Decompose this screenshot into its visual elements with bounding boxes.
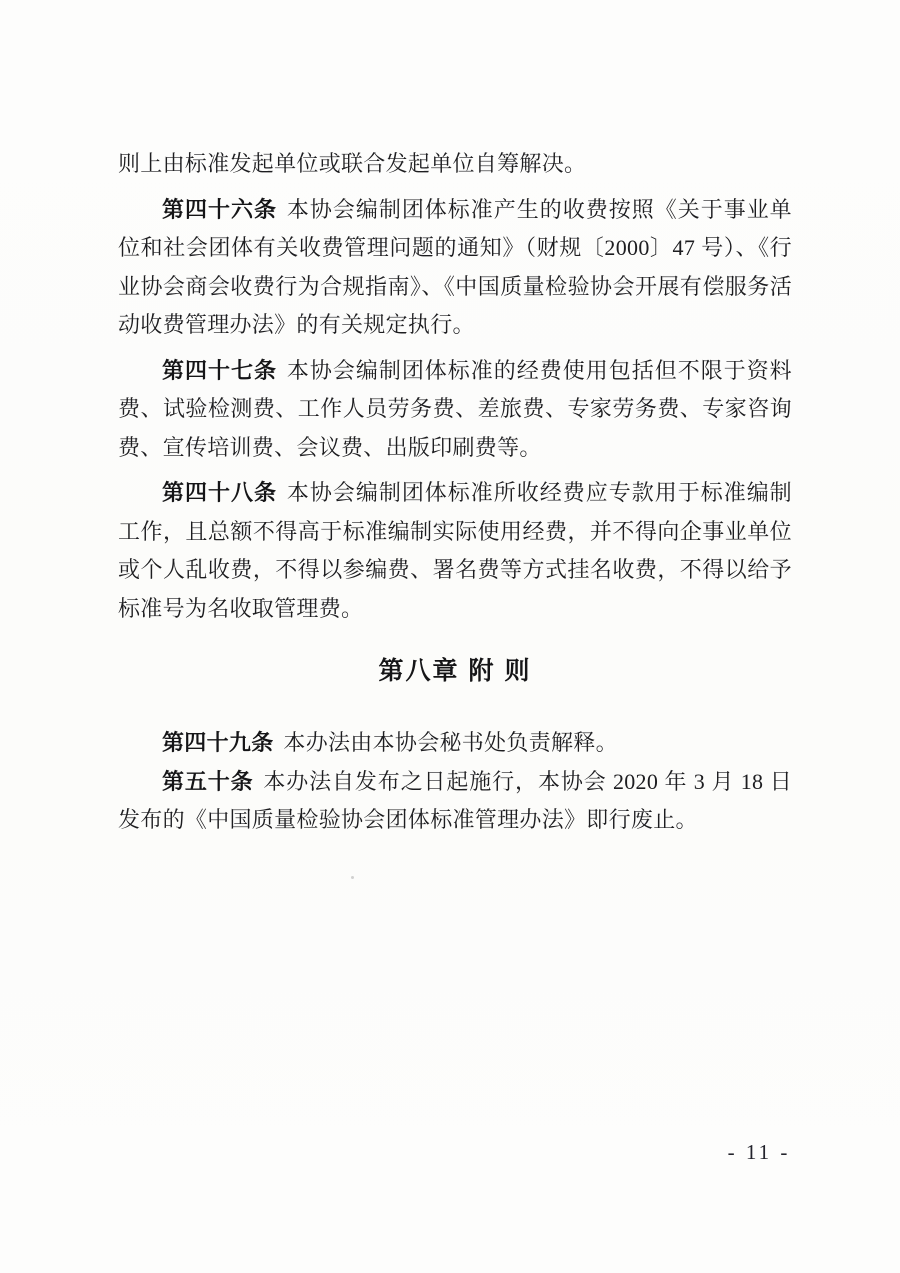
article-48-number: 第四十八条 — [162, 480, 277, 505]
article-47-paragraph — [118, 352, 792, 468]
article-47-number: 第四十七条 — [162, 357, 277, 383]
article-49-number: 第四十九条 — [162, 730, 274, 755]
article-47-text: 本协会编制团体标准的经费使用包括但不限于资料费、试验检测费、工作人员劳务费、差旅费、专家劳务费、专家咨询费、宣传培训费、会议费、出版印刷费等。 — [118, 357, 792, 460]
continuation-paragraph: 则上由标准发起单位或联合发起单位自筹解决。 — [118, 151, 587, 176]
article-46-number: 第四十六条 — [162, 196, 277, 222]
article-49-paragraph — [118, 724, 792, 763]
article-50-number: 第五十条 — [162, 768, 254, 794]
scan-speck — [351, 876, 354, 879]
article-46-paragraph — [118, 191, 792, 345]
document-body — [118, 145, 792, 840]
article-48-paragraph — [118, 474, 792, 628]
article-46-text: 本协会编制团体标准产生的收费按照《关于事业单位和社会团体有关收费管理问题的通知》（财规〔2000〕47 号）、《行业协会商会收费行为合规指南》、《中国质量检验协会开展有偿服务活动收费管理办法》的有关规定执行。 — [118, 196, 792, 337]
page-number: - 11 - — [727, 1140, 791, 1164]
chapter-heading: 第八章 附 则 — [378, 657, 532, 685]
article-50-text: 本办法自发布之日起施行，本协会 2020 年 3 月 18 日发布的《中国质量检验协会团体标准管理办法》即行废止。 — [118, 768, 792, 832]
article-49-text: 本办法由本协会秘书处负责解释。 — [283, 730, 618, 755]
article-48-text: 本协会编制团体标准所收经费应专款用于标准编制工作，且总额不得高于标准编制实际使用经费，并不得向企事业单位或个人乱收费，不得以参编费、署名费等方式挂名收费，不得以给予标准号为名收取管理费。 — [118, 480, 792, 621]
article-50-paragraph — [118, 763, 792, 840]
